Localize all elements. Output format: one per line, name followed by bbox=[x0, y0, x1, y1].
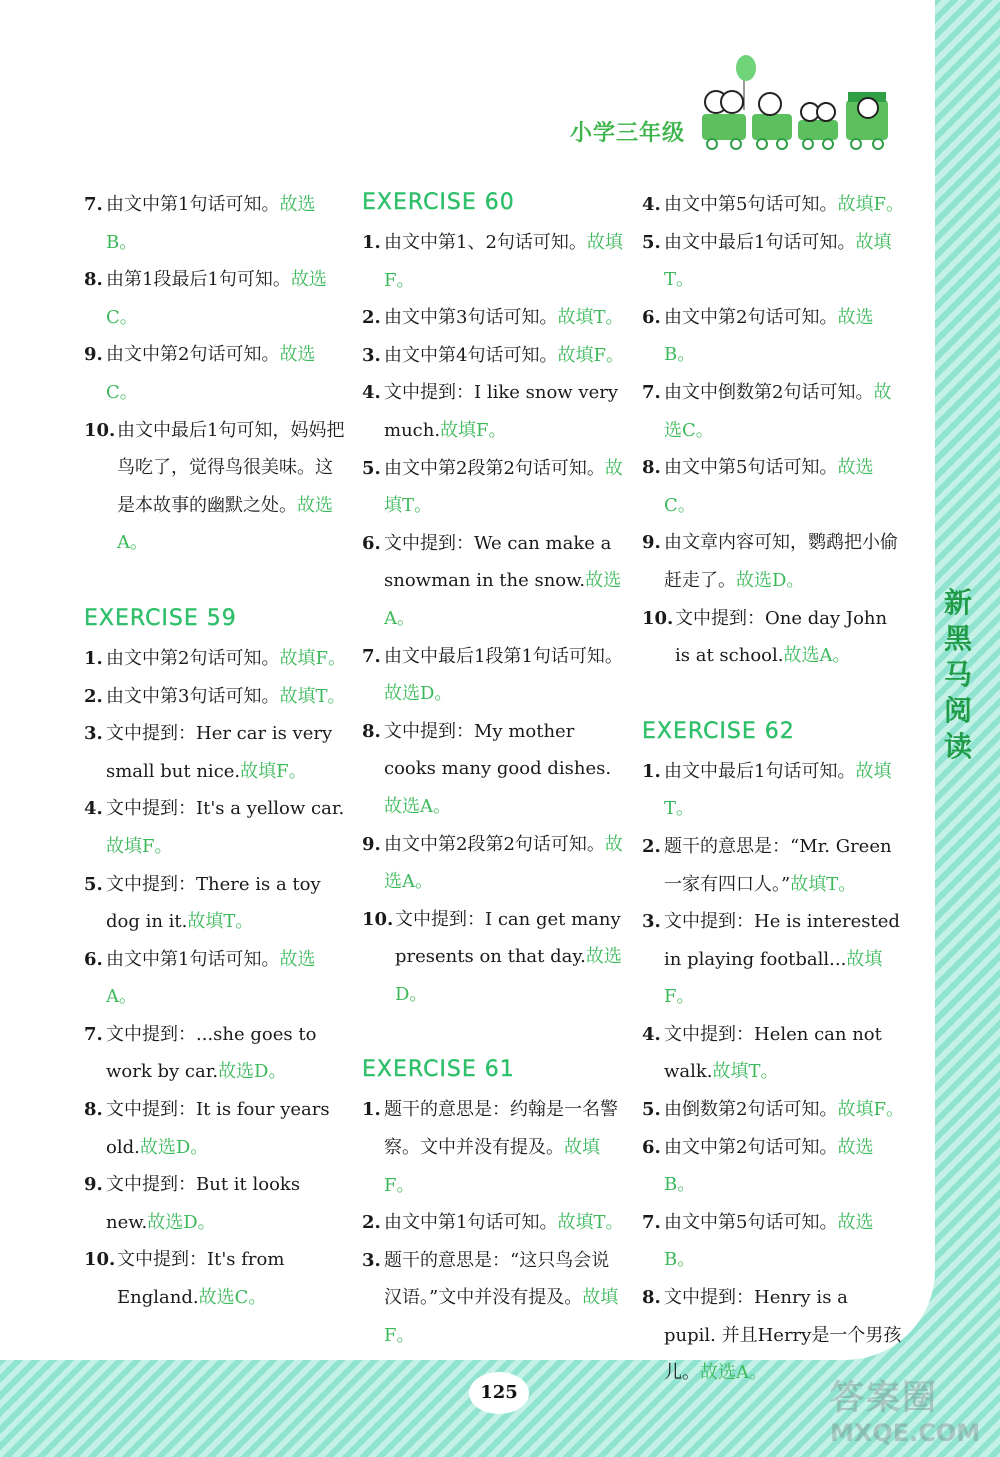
exercise-title: EXERCISE 59 bbox=[84, 605, 237, 631]
item-explanation: 文中提到：It's a yellow car. bbox=[106, 798, 345, 820]
watermark bbox=[830, 1370, 995, 1450]
item-answer: 故选B。 bbox=[664, 1136, 874, 1196]
item-explanation: 由文中第1句话可知。 bbox=[106, 948, 280, 970]
item-answer: 故选A。 bbox=[700, 1362, 767, 1384]
item-explanation: 文中提到：We can make a snowman in the snow. bbox=[384, 532, 612, 592]
answer-column-2 bbox=[362, 186, 624, 1355]
item-number: 6. bbox=[362, 532, 381, 554]
item-number: 10. bbox=[84, 419, 116, 441]
item-number: 5. bbox=[84, 873, 103, 895]
item-number: 3. bbox=[642, 911, 661, 933]
item-explanation: 文中提到：It is four years old. bbox=[106, 1099, 330, 1158]
answer-item bbox=[84, 261, 346, 336]
item-answer: 故填F。 bbox=[106, 835, 173, 857]
item-number: 8. bbox=[362, 720, 381, 742]
item-number: 1. bbox=[84, 647, 103, 669]
answer-item bbox=[362, 713, 624, 826]
item-number: 2. bbox=[84, 685, 103, 707]
item-number: 10. bbox=[362, 908, 394, 930]
answer-item bbox=[362, 450, 624, 525]
item-number: 2. bbox=[362, 307, 381, 329]
answer-column-1 bbox=[84, 186, 346, 1317]
item-answer: 故填T。 bbox=[790, 873, 857, 895]
item-number: 8. bbox=[84, 269, 103, 291]
item-number: 6. bbox=[642, 306, 661, 328]
item-explanation: 由文中第2句话可知。 bbox=[664, 306, 838, 328]
item-number: 8. bbox=[642, 1287, 661, 1309]
answer-item bbox=[642, 299, 904, 374]
item-explanation: 由文章内容可知，鹦鹉把小偷赶走了。 bbox=[664, 532, 898, 591]
answer-item bbox=[642, 186, 904, 224]
item-number: 1. bbox=[362, 1099, 381, 1121]
item-explanation: 由文中第1句话可知。 bbox=[106, 194, 280, 215]
item-explanation: 文中提到：Henry is a pupil. 并且Herry是一个男孩儿。 bbox=[664, 1287, 902, 1384]
item-explanation: 由文中第5句话可知。 bbox=[664, 194, 838, 215]
item-answer: 故填F。 bbox=[837, 1099, 904, 1121]
item-explanation: 由倒数第2句话可知。 bbox=[664, 1099, 838, 1121]
item-number: 7. bbox=[642, 381, 661, 403]
answer-item bbox=[84, 790, 346, 865]
item-explanation: 文中提到：My mother cooks many good dishes. bbox=[384, 720, 612, 780]
answer-item bbox=[362, 337, 624, 375]
item-number: 2. bbox=[642, 835, 661, 857]
item-answer: 故选C。 bbox=[106, 344, 316, 403]
item-answer: 故填T。 bbox=[557, 1212, 624, 1234]
answer-column-3 bbox=[642, 186, 904, 1392]
item-answer: 故选A。 bbox=[384, 833, 623, 893]
answer-item bbox=[642, 1129, 904, 1204]
answer-item bbox=[642, 903, 904, 1016]
answer-item bbox=[362, 1242, 624, 1355]
item-answer: 故选B。 bbox=[664, 1211, 874, 1271]
item-answer: 故填F。 bbox=[384, 232, 623, 291]
item-number: 9. bbox=[84, 1174, 103, 1196]
item-number: 6. bbox=[84, 948, 103, 970]
item-explanation: 文中提到：But it looks new. bbox=[106, 1174, 301, 1233]
item-number: 3. bbox=[84, 723, 103, 745]
answer-item bbox=[362, 224, 624, 299]
item-number: 8. bbox=[84, 1099, 103, 1121]
item-number: 6. bbox=[642, 1136, 661, 1158]
item-answer: 故选D。 bbox=[139, 1136, 209, 1158]
item-number: 1. bbox=[362, 232, 381, 253]
item-number: 5. bbox=[642, 231, 661, 253]
answer-item bbox=[84, 336, 346, 411]
item-answer: 故选C。 bbox=[664, 457, 874, 516]
item-explanation: 由文中最后1句话可知。 bbox=[664, 231, 856, 253]
answer-item bbox=[84, 941, 346, 1016]
answer-item bbox=[642, 1016, 904, 1091]
item-explanation: 由文中第1句话可知。 bbox=[384, 1212, 558, 1234]
item-explanation: 由文中第2句话可知。 bbox=[664, 1136, 838, 1158]
item-answer: 故选C。 bbox=[664, 381, 892, 441]
answer-item bbox=[84, 1016, 346, 1091]
answer-item bbox=[642, 224, 904, 299]
answer-item bbox=[84, 186, 346, 261]
item-number: 3. bbox=[362, 344, 381, 366]
item-answer: 故选D。 bbox=[736, 569, 805, 591]
item-explanation: 由文中第1、2句话可知。 bbox=[384, 232, 587, 253]
answer-item bbox=[362, 826, 624, 901]
item-explanation: 由文中第5句话可知。 bbox=[664, 1211, 838, 1233]
answer-item bbox=[642, 449, 904, 524]
item-explanation: 题干的意思是：“这只鸟会说汉语。”文中并没有提及。 bbox=[384, 1249, 610, 1309]
answer-item bbox=[84, 866, 346, 941]
item-explanation: 由文中第3句话可知。 bbox=[106, 685, 280, 707]
item-number: 7. bbox=[84, 1023, 103, 1045]
item-answer: 故填T。 bbox=[279, 685, 346, 707]
answer-item bbox=[84, 412, 346, 562]
item-explanation: 文中提到：...she goes to work by car. bbox=[106, 1023, 317, 1083]
item-explanation: 由文中最后1句话可知。 bbox=[664, 760, 856, 782]
item-number: 8. bbox=[642, 457, 661, 479]
answer-item bbox=[362, 1091, 624, 1204]
item-number: 5. bbox=[362, 457, 381, 479]
item-number: 5. bbox=[642, 1099, 661, 1121]
item-answer: 故选C。 bbox=[106, 269, 327, 328]
item-answer: 故选C。 bbox=[198, 1287, 267, 1309]
answer-item bbox=[362, 525, 624, 638]
item-answer: 故填F。 bbox=[240, 760, 307, 782]
item-answer: 故选D。 bbox=[395, 946, 622, 1005]
item-answer: 故选A。 bbox=[106, 948, 316, 1008]
answer-item bbox=[642, 524, 904, 599]
item-explanation: 由文中最后1段第1句话可知。 bbox=[384, 645, 623, 667]
page-number: 125 bbox=[469, 1372, 529, 1414]
item-answer: 故填F。 bbox=[664, 948, 883, 1008]
item-answer: 故填T。 bbox=[664, 760, 892, 820]
item-answer: 故填T。 bbox=[557, 307, 624, 329]
item-number: 9. bbox=[642, 532, 661, 554]
answer-item bbox=[362, 638, 624, 713]
item-number: 4. bbox=[642, 194, 661, 215]
item-explanation: 文中提到：Her car is very small but nice. bbox=[106, 723, 333, 782]
item-number: 9. bbox=[362, 833, 381, 855]
answer-item bbox=[362, 901, 624, 1014]
answer-item bbox=[84, 1091, 346, 1166]
item-answer: 故选A。 bbox=[384, 570, 622, 629]
train-mascot-illustration bbox=[698, 52, 898, 152]
item-answer: 故选B。 bbox=[106, 194, 316, 253]
item-explanation: 题干的意思是：“Mr. Green一家有四口人。” bbox=[664, 835, 892, 895]
item-explanation: 由文中第2段第2句话可知。 bbox=[384, 833, 605, 855]
answer-item bbox=[84, 715, 346, 790]
item-explanation: 由文中最后1句可知，妈妈把鸟吃了，觉得鸟很美味。这是本故事的幽默之处。 bbox=[117, 419, 345, 516]
item-answer: 故填F。 bbox=[384, 1137, 600, 1196]
answer-item bbox=[362, 299, 624, 337]
answer-item bbox=[84, 1166, 346, 1241]
item-answer: 故填T。 bbox=[712, 1061, 779, 1083]
answer-item bbox=[642, 600, 904, 675]
answer-item bbox=[642, 1204, 904, 1279]
answer-item bbox=[642, 1091, 904, 1129]
item-explanation: 文中提到：One day John is at school. bbox=[675, 607, 888, 667]
item-number: 7. bbox=[362, 645, 381, 667]
item-answer: 故填F。 bbox=[279, 647, 346, 669]
exercise-title: EXERCISE 60 bbox=[362, 190, 515, 215]
item-explanation: 题干的意思是：约翰是一名警察。文中并没有提及。 bbox=[384, 1099, 618, 1159]
item-explanation: 由文中第2句话可知。 bbox=[106, 647, 280, 669]
item-answer: 故填F。 bbox=[384, 1287, 619, 1347]
answer-item bbox=[84, 678, 346, 716]
watermark-line1: 答案圈 bbox=[830, 1378, 938, 1418]
answer-item bbox=[84, 640, 346, 678]
item-explanation: 由文中第4句话可知。 bbox=[384, 344, 558, 366]
item-answer: 故选A。 bbox=[783, 645, 851, 667]
item-explanation: 文中提到：There is a toy dog in it. bbox=[106, 873, 321, 933]
item-explanation: 由文中倒数第2句话可知。 bbox=[664, 381, 874, 403]
item-explanation: 由文中第2段第2句话可知。 bbox=[384, 457, 605, 479]
item-answer: 故填T。 bbox=[187, 911, 254, 933]
item-answer: 故选D。 bbox=[384, 683, 453, 705]
item-explanation: 文中提到：I like snow very much. bbox=[384, 382, 619, 441]
item-number: 4. bbox=[84, 798, 103, 820]
item-explanation: 文中提到：Helen can not walk. bbox=[664, 1023, 882, 1083]
item-explanation: 文中提到：It's from England. bbox=[117, 1249, 285, 1309]
item-explanation: 由文中第2句话可知。 bbox=[106, 344, 280, 366]
item-answer: 故填T。 bbox=[664, 231, 892, 291]
item-answer: 故填T。 bbox=[384, 457, 623, 517]
item-number: 3. bbox=[362, 1249, 381, 1271]
item-answer: 故选B。 bbox=[664, 306, 874, 366]
item-answer: 故选A。 bbox=[117, 494, 333, 554]
item-explanation: 由第1段最后1句可知。 bbox=[106, 269, 291, 291]
exercise-title: EXERCISE 62 bbox=[642, 718, 795, 744]
exercise-title: EXERCISE 61 bbox=[362, 1057, 515, 1083]
item-answer: 故选D。 bbox=[218, 1061, 287, 1083]
item-answer: 故填F。 bbox=[440, 419, 507, 441]
answer-item bbox=[642, 828, 904, 903]
item-answer: 故填F。 bbox=[557, 344, 624, 366]
item-explanation: 由文中第5句话可知。 bbox=[664, 457, 838, 479]
item-number: 2. bbox=[362, 1212, 381, 1234]
item-number: 4. bbox=[362, 382, 381, 404]
answer-item bbox=[642, 753, 904, 828]
item-explanation: 文中提到：He is interested in playing football... bbox=[664, 911, 900, 970]
item-number: 4. bbox=[642, 1023, 661, 1045]
item-explanation: 由文中第3句话可知。 bbox=[384, 307, 558, 329]
item-answer: 故选D。 bbox=[147, 1211, 216, 1233]
answer-item bbox=[642, 374, 904, 449]
item-number: 1. bbox=[642, 760, 661, 782]
item-number: 9. bbox=[84, 344, 103, 366]
watermark-line2: MXQE.COM bbox=[830, 1419, 981, 1447]
item-answer: 故填F。 bbox=[837, 194, 904, 215]
answer-item bbox=[362, 1204, 624, 1242]
item-number: 7. bbox=[84, 194, 103, 215]
grade-title: 小学三年级 bbox=[570, 121, 686, 146]
item-explanation: 文中提到：I can get many presents on that day. bbox=[395, 908, 621, 968]
item-number: 7. bbox=[642, 1211, 661, 1233]
answer-item bbox=[84, 1241, 346, 1316]
item-number: 10. bbox=[642, 607, 674, 629]
item-answer: 故选A。 bbox=[384, 795, 451, 817]
series-title: 新黑马阅读 bbox=[943, 586, 972, 763]
item-number: 10. bbox=[84, 1249, 116, 1271]
answer-item bbox=[362, 374, 624, 449]
